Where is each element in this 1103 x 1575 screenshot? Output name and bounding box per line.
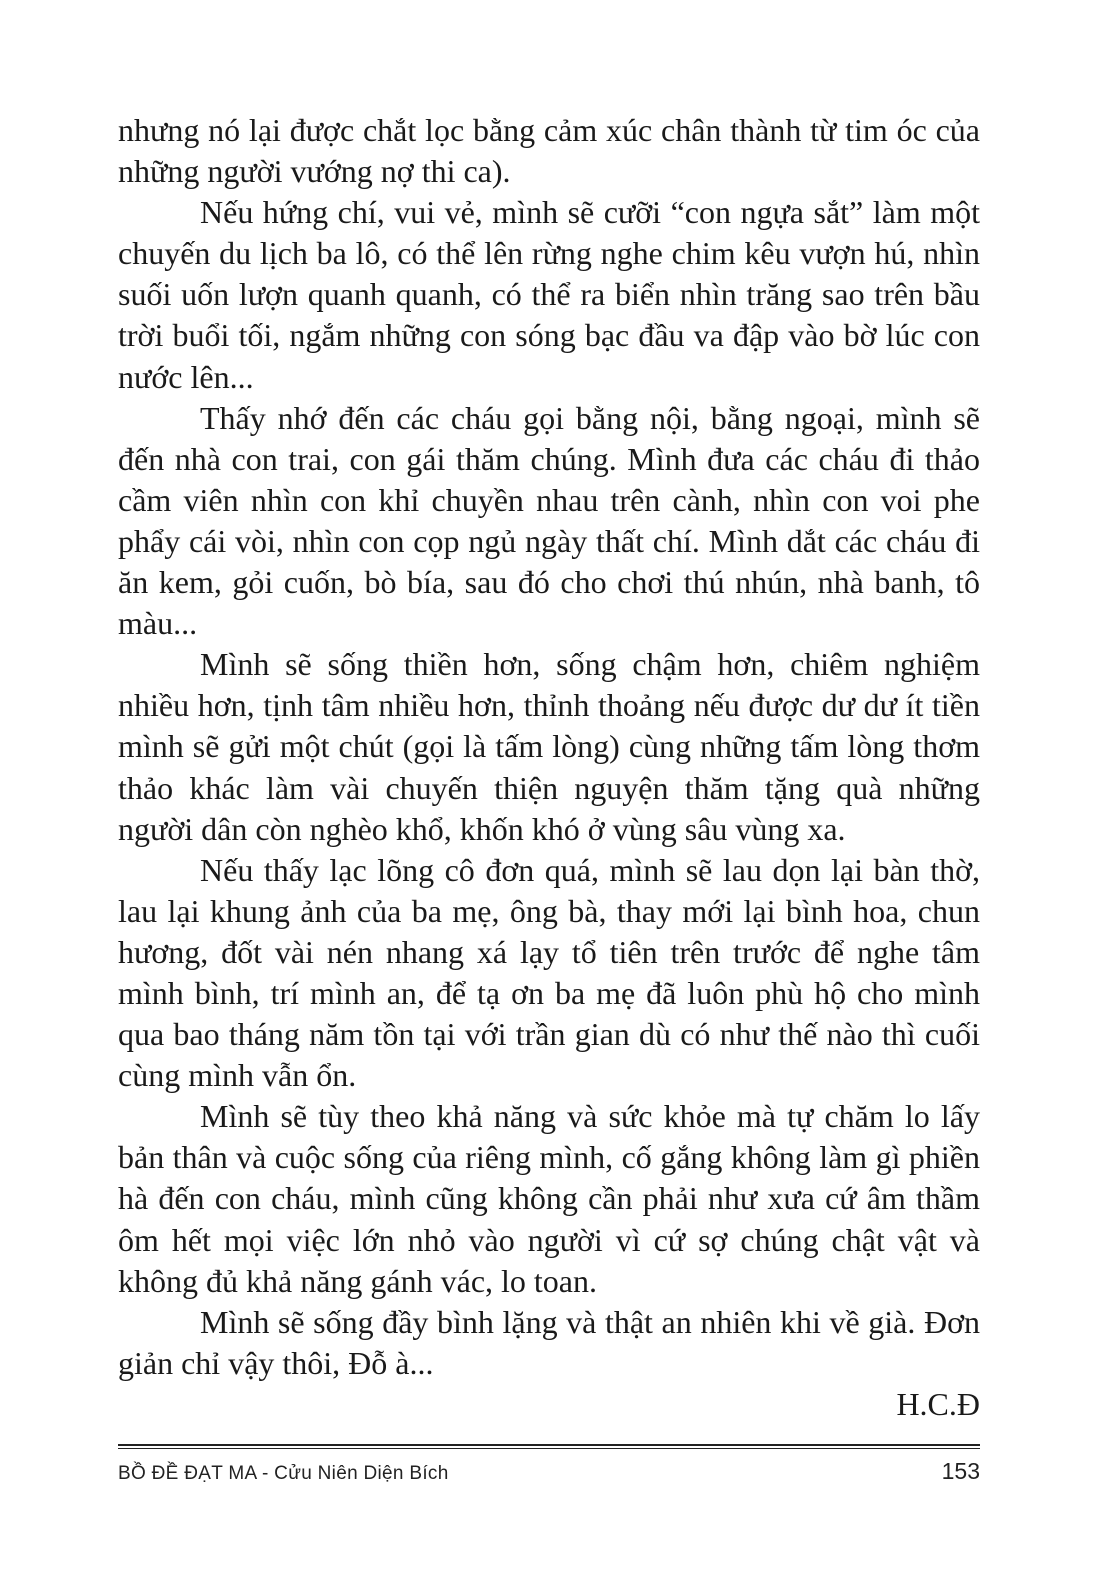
paragraph: Mình sẽ sống đầy bình lặng và thật an nhiên khi về già. Đơn giản chỉ vậy thôi, Đỗ à... <box>118 1303 980 1381</box>
book-title: BỒ ĐỀ ĐẠT MA - Cửu Niên Diện Bích <box>118 1463 449 1484</box>
paragraph: Mình sẽ tùy theo khả năng và sức khỏe mà tự chăm lo lấy bản thân và cuộc sống của riêng mình, cố gắng không làm gì phiền hà đến con cháu, mình cũng không cần phải như xưa cứ âm thầm ôm hết mọi việc lớn nhỏ vào người vì cứ sợ chúng chật vật và không đủ khả năng gánh vác, lo toan. <box>118 1098 980 1299</box>
page-footer <box>118 1458 980 1494</box>
paragraph: Nếu hứng chí, vui vẻ, mình sẽ cưỡi “con ngựa sắt” làm một chuyến du lịch ba lô, có thể lên rừng nghe chim kêu vượn hú, nhìn suối uốn lượn quanh quanh, có thể ra biển nhìn trăng sao trên bầu trời buổi tối, ngắm những con sóng bạc đầu va đập vào bờ lúc con nước lên... <box>118 194 980 395</box>
paragraph: Nếu thấy lạc lõng cô đơn quá, mình sẽ lau dọn lại bàn thờ, lau lại khung ảnh của ba mẹ, ông bà, thay mới lại bình hoa, chun hương, đốt vài nén nhang xá lạy tổ tiên trên trước để nghe tâm mình bình, trí mình an, để tạ ơn ba mẹ đã luôn phù hộ cho mình qua bao tháng năm tồn tại với trần gian dù có như thế nào thì cuối cùng mình vẫn ổn. <box>118 851 980 1094</box>
page-body <box>118 110 980 1425</box>
footer-divider <box>118 1444 980 1449</box>
paragraph: nhưng nó lại được chắt lọc bằng cảm xúc chân thành từ tim óc của những người vướng nợ thi ca). <box>118 112 980 190</box>
paragraph: Mình sẽ sống thiền hơn, sống chậm hơn, chiêm nghiệm nhiều hơn, tịnh tâm nhiều hơn, thỉnh thoảng nếu được dư dư ít tiền mình sẽ gửi một chút (gọi là tấm lòng) cùng những tấm lòng thơm thảo khác làm vài chuyến thiện nguyện thăm tặng quà những người dân còn nghèo khổ, khốn khó ở vùng sâu vùng xa. <box>118 646 980 847</box>
page-number: 153 <box>941 1458 980 1484</box>
paragraph: Thấy nhớ đến các cháu gọi bằng nội, bằng ngoại, mình sẽ đến nhà con trai, con gái thăm chúng. Mình đưa các cháu đi thảo cầm viên nhìn con khỉ chuyền nhau trên cành, nhìn con voi phe phẩy cái vòi, nhìn con cọp ngủ ngày thất chí. Mình dắt các cháu đi ăn kem, gỏi cuốn, bò bía, sau đó cho chơi thú nhún, nhà banh, tô màu... <box>118 399 980 642</box>
author-signature: H.C.Đ <box>896 1385 980 1422</box>
